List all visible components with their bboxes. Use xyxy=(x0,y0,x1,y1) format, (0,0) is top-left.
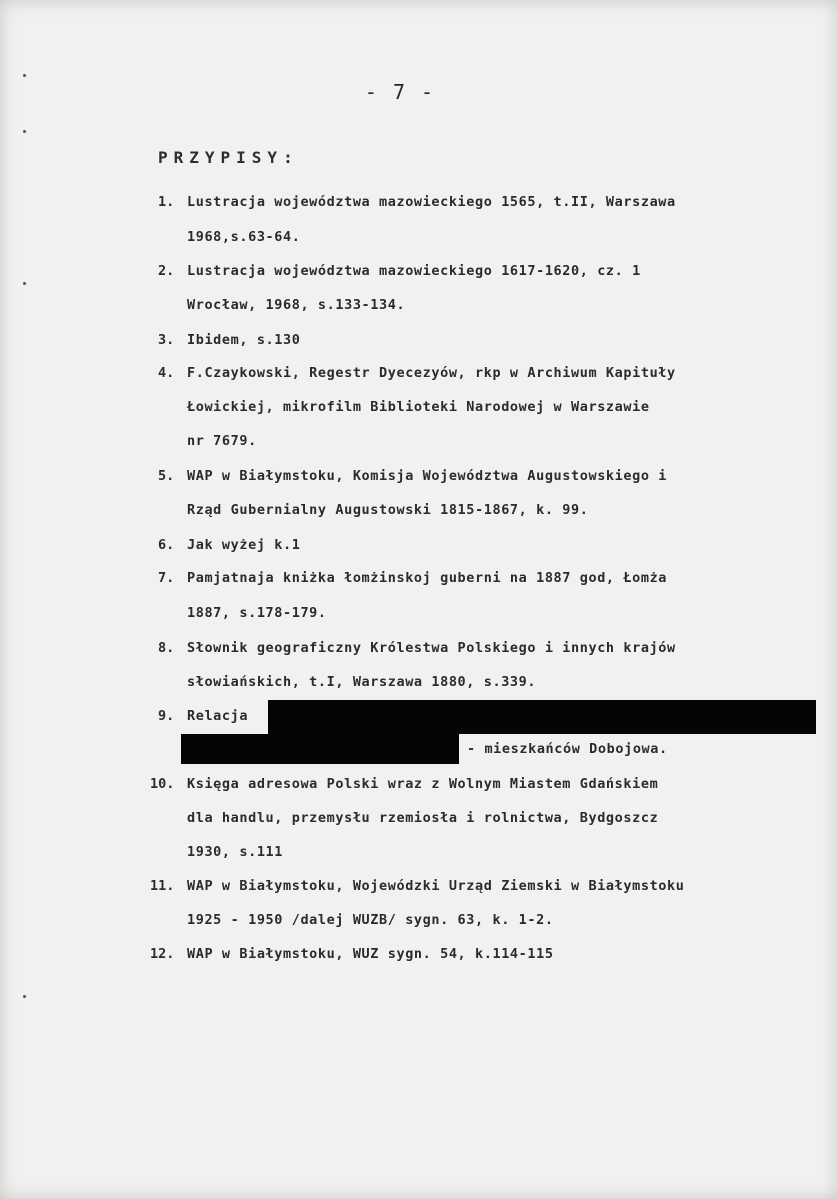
footnote-10-line-1: Księga adresowa Polski wraz z Wolnym Miastem Gdańskiem xyxy=(187,776,659,792)
footnote-8-line-1: Słownik geograficzny Królestwa Polskiego i innych krajów xyxy=(187,640,676,656)
redaction-block-2 xyxy=(181,734,459,764)
footnote-2-line-1: Lustracja województwa mazowieckiego 1617-1620, cz. 1 xyxy=(187,263,641,279)
footnote-2-number: 2. xyxy=(158,263,175,279)
footnote-8-number: 8. xyxy=(158,640,175,656)
margin-speck xyxy=(23,74,26,77)
footnote-7-line-2: 1887, s.178-179. xyxy=(187,605,327,621)
redaction-block-1 xyxy=(268,700,816,734)
footnote-4-line-2: Łowickiej, mikrofilm Biblioteki Narodowej w Warszawie xyxy=(187,399,650,415)
footnote-3-number: 3. xyxy=(158,332,175,348)
footnote-12-number: 12. xyxy=(150,946,175,962)
footnote-10-line-2: dla handlu, przemysłu rzemiosła i rolnictwa, Bydgoszcz xyxy=(187,810,659,826)
footnote-11-line-1: WAP w Białymstoku, Wojewódzki Urząd Ziemski w Białymstoku xyxy=(187,878,685,894)
footnote-12-line-1: WAP w Białymstoku, WUZ sygn. 54, k.114-115 xyxy=(187,946,554,962)
margin-speck xyxy=(23,130,26,133)
footnote-11-line-2: 1925 - 1950 /dalej WUZB/ sygn. 63, k. 1-2. xyxy=(187,912,554,928)
footnote-3-line-1: Ibidem, s.130 xyxy=(187,332,301,348)
footnote-1-line-1: Lustracja województwa mazowieckiego 1565, t.II, Warszawa xyxy=(187,194,676,210)
footnote-1-line-2: 1968,s.63-64. xyxy=(187,229,301,245)
footnote-8-line-2: słowiańskich, t.I, Warszawa 1880, s.339. xyxy=(187,674,537,690)
footnote-9-line-2: - mieszkańców Dobojowa. xyxy=(467,741,668,757)
footnote-4-number: 4. xyxy=(158,365,175,381)
footnote-11-number: 11. xyxy=(150,878,175,894)
footnote-2-line-2: Wrocław, 1968, s.133-134. xyxy=(187,297,406,313)
footnote-10-line-3: 1930, s.111 xyxy=(187,844,284,860)
footnote-5-line-1: WAP w Białymstoku, Komisja Województwa Augustowskiego i xyxy=(187,468,668,484)
footnote-9-number: 9. xyxy=(158,708,175,724)
footnote-1-number: 1. xyxy=(158,194,175,210)
margin-speck xyxy=(23,282,26,285)
margin-speck xyxy=(23,995,26,998)
footnote-9-line-1: Relacja xyxy=(187,708,249,724)
footnote-6-line-1: Jak wyżej k.1 xyxy=(187,537,301,553)
page-number: - 7 - xyxy=(364,80,436,104)
footnote-7-number: 7. xyxy=(158,570,175,586)
footnote-10-number: 10. xyxy=(150,776,175,792)
footnote-7-line-1: Pamjatnaja kniżka łomżinskoj guberni na 1887 god, Łomża xyxy=(187,570,668,586)
footnote-4-line-3: nr 7679. xyxy=(187,433,257,449)
footnote-5-line-2: Rząd Gubernialny Augustowski 1815-1867, k. 99. xyxy=(187,502,589,518)
footnote-6-number: 6. xyxy=(158,537,175,553)
footnote-4-line-1: F.Czaykowski, Regestr Dyecezyów, rkp w Archiwum Kapituły xyxy=(187,365,676,381)
footnotes-heading: PRZYPISY: xyxy=(158,148,299,167)
footnote-5-number: 5. xyxy=(158,468,175,484)
